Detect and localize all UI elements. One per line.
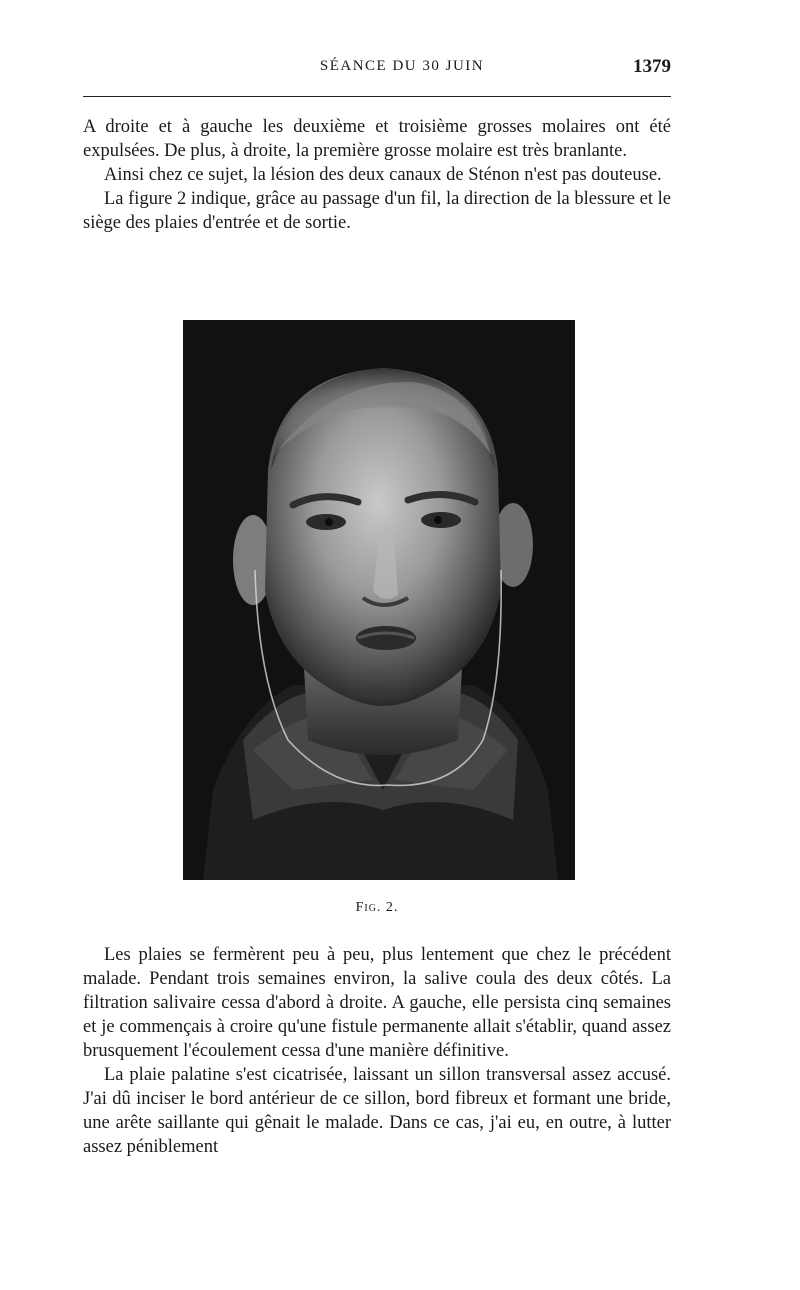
body-text-bottom	[83, 943, 671, 1159]
body-text-top	[83, 115, 671, 235]
page-header	[83, 58, 671, 82]
paragraph: La plaie palatine s'est cicatrisée, laissant un sillon transversal assez accusé. J'ai dû inciser le bord antérieur de ce sillon, bord fibreux et formant une bride, une arête saillante qui gênait le malade. Dans ce cas, j'ai eu, en outre, à lutter assez péniblement	[83, 1065, 671, 1157]
figure-caption: Fig. 2.	[355, 900, 399, 915]
portrait-photo-illustration	[183, 320, 575, 880]
paragraph: La figure 2 indique, grâce au passage d'un fil, la direction de la blessure et le siège des plaies d'entrée et de sortie.	[83, 189, 671, 233]
page-number: 1379	[633, 56, 671, 77]
paragraph: Ainsi chez ce sujet, la lésion des deux canaux de Sténon n'est pas douteuse.	[104, 165, 662, 185]
header-rule	[83, 96, 671, 97]
paragraph: Les plaies se fermèrent peu à peu, plus lentement que chez le précédent malade. Pendant trois semaines environ, la salive coula des deux côtés. La filtration salivaire cessa d'abord à droite. A gauche, elle persista cinq semaines et je commençais à croire qu'une fistule permanente allait s'établir, quand assez brusquement l'écoulement cessa d'une manière définitive.	[83, 945, 671, 1061]
figure-photograph	[183, 320, 575, 880]
paragraph: A droite et à gauche les deuxième et troisième grosses molaires ont été expulsées. De plus, à droite, la première grosse molaire est très branlante.	[83, 117, 671, 161]
running-head: SÉANCE DU 30 JUIN	[319, 58, 485, 74]
